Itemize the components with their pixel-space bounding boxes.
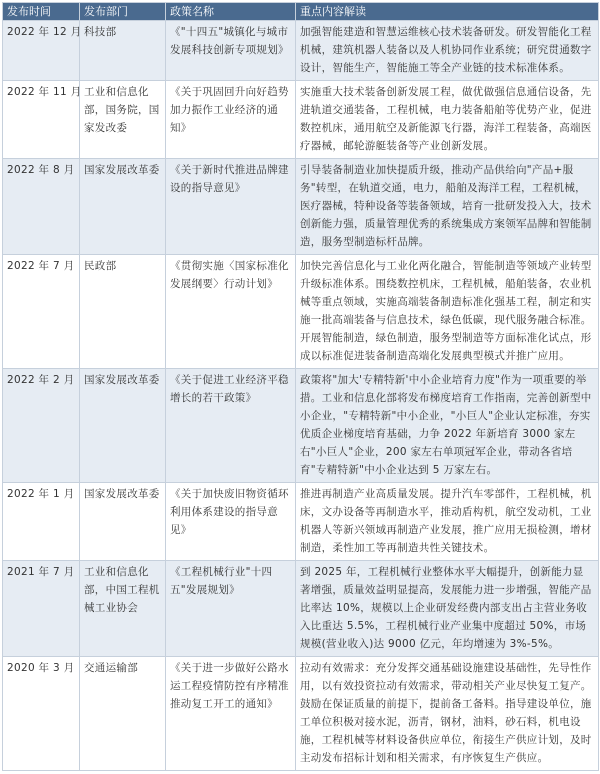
header-date: 发布时间: [3, 3, 80, 21]
table-row: [3, 561, 599, 657]
cell-dept: 交通运输部: [80, 657, 166, 771]
cell-dept: 国家发展改革委: [80, 369, 166, 483]
cell-date: 2020 年 3 月: [3, 657, 80, 771]
cell-policy: 《关于进一步做好公路水运工程疫情防控有序精准推动复工开工的通知》: [166, 657, 296, 771]
cell-date: 2022 年 12 月: [3, 21, 80, 81]
cell-policy: 《贯彻实施〈国家标准化发展纲要〉行动计划》: [166, 255, 296, 369]
cell-content: 加快完善信息化与工业化两化融合，智能制造等领域产业转型升级标准体系。围绕数控机床，工程机械，船舶装备，农业机械等重点领域，实施高端装备制造标准化强基工程，制定和实施一批高端装备与信息技术，绿色低碳，现代服务融合标准。开展智能制造，绿色制造，服务型制造等方面标准化试点，形成以标准促进装备制造高端化发展典型模式并推广应用。: [296, 255, 599, 369]
cell-content: 推进再制造产业高质量发展。提升汽车零部件，工程机械，机床，文办设备等再制造水平，推动盾构机，航空发动机，工业机器人等新兴领域再制造产业发展，推广应用无损检测，增材制造，柔性加工等再制造共性关键技术。: [296, 483, 599, 561]
table-row: [3, 81, 599, 159]
cell-policy: 《关于新时代推进品牌建设的指导意见》: [166, 159, 296, 255]
cell-dept: 国家发展改革委: [80, 483, 166, 561]
table-header: [3, 3, 599, 21]
cell-policy: 《"十四五"城镇化与城市发展科技创新专项规划》: [166, 21, 296, 81]
cell-date: 2022 年 1 月: [3, 483, 80, 561]
header-dept: 发布部门: [80, 3, 166, 21]
cell-date: 2022 年 7 月: [3, 255, 80, 369]
header-content: 重点内容解读: [296, 3, 599, 21]
cell-content: 引导装备制造业加快提质升级，推动产品供给向"产品+服务"转型，在轨道交通，电力，船舶及海洋工程，工程机械，医疗器械，特种设备等装备领域，培育一批研发投入大，技术创新能力强，质量管理优秀的系统集成方案领军品牌和智能制造，服务型制造标杆品牌。: [296, 159, 599, 255]
cell-dept: 工业和信息化部，中国工程机械工业协会: [80, 561, 166, 657]
table-row: [3, 657, 599, 771]
cell-date: 2022 年 8 月: [3, 159, 80, 255]
cell-dept: 国家发展改革委: [80, 159, 166, 255]
table-row: [3, 369, 599, 483]
cell-policy: 《关于加快废旧物资循环利用体系建设的指导意见》: [166, 483, 296, 561]
cell-content: 加强智能建造和智慧运维核心技术装备研发。研发智能化工程机械，建筑机器人装备以及人机协同作业系统；研究贯通数字设计，智能生产，智能施工等全产业链的技术标准体系。: [296, 21, 599, 81]
cell-date: 2021 年 7 月: [3, 561, 80, 657]
cell-date: 2022 年 2 月: [3, 369, 80, 483]
table-row: [3, 21, 599, 81]
cell-dept: 科技部: [80, 21, 166, 81]
policy-table: [2, 2, 599, 771]
cell-dept: 民政部: [80, 255, 166, 369]
cell-date: 2022 年 11 月: [3, 81, 80, 159]
table-row: [3, 483, 599, 561]
header-policy: 政策名称: [166, 3, 296, 21]
table-row: [3, 255, 599, 369]
cell-content: 政策将"加大'专精特新'中小企业培育力度"作为一项重要的举措。工业和信息化部将发布梯度培育工作指南，完善创新型中小企业，"专精特新"中小企业，"小巨人"企业认定标准，夯实优质企业梯度培育基础，力争 2022 年新培育 3000 家左右"小巨人"企业，200 家左右单项冠军企业，带动各省培育"专精特新"中小企业达到 5 万家左右。: [296, 369, 599, 483]
table-row: [3, 159, 599, 255]
cell-content: 实施重大技术装备创新发展工程，做优做强信息通信设备，先进轨道交通装备，工程机械，电力装备船舶等优势产业，促进数控机床，通用航空及新能源飞行器，海洋工程装备，高端医疗器械，邮轮游艇装备等产业创新发展。: [296, 81, 599, 159]
cell-dept: 工业和信息化部，国务院，国家发改委: [80, 81, 166, 159]
cell-content: 拉动有效需求：充分发挥交通基础设施建设基础性，先导性作用，以有效投资拉动有效需求，带动相关产业尽快复工复产。鼓励在保证质量的前提下，提前备工备料。指导建设单位，施工单位积极对接水泥，沥青，钢材，油料，砂石料，机电设施，工程机械等材料设备供应单位，衔接生产供应计划，及时主动发布招标计划和相关需求，有序恢复生产供应。: [296, 657, 599, 771]
cell-policy: 《关于巩固回升向好趋势加力振作工业经济的通知》: [166, 81, 296, 159]
cell-policy: 《工程机械行业"十四五"发展规划》: [166, 561, 296, 657]
cell-content: 到 2025 年，工程机械行业整体水平大幅提升，创新能力显著增强，质量效益明显提高，发展能力进一步增强，智能产品比率达 10%，规模以上企业研发经费内部支出占主营业务收入比重达 5.5%，工程机械行业产业集中度超过 50%，市场规模(营业收入)达 9000 亿元，年均增速为 3%-5%。: [296, 561, 599, 657]
cell-policy: 《关于促进工业经济平稳增长的若干政策》: [166, 369, 296, 483]
